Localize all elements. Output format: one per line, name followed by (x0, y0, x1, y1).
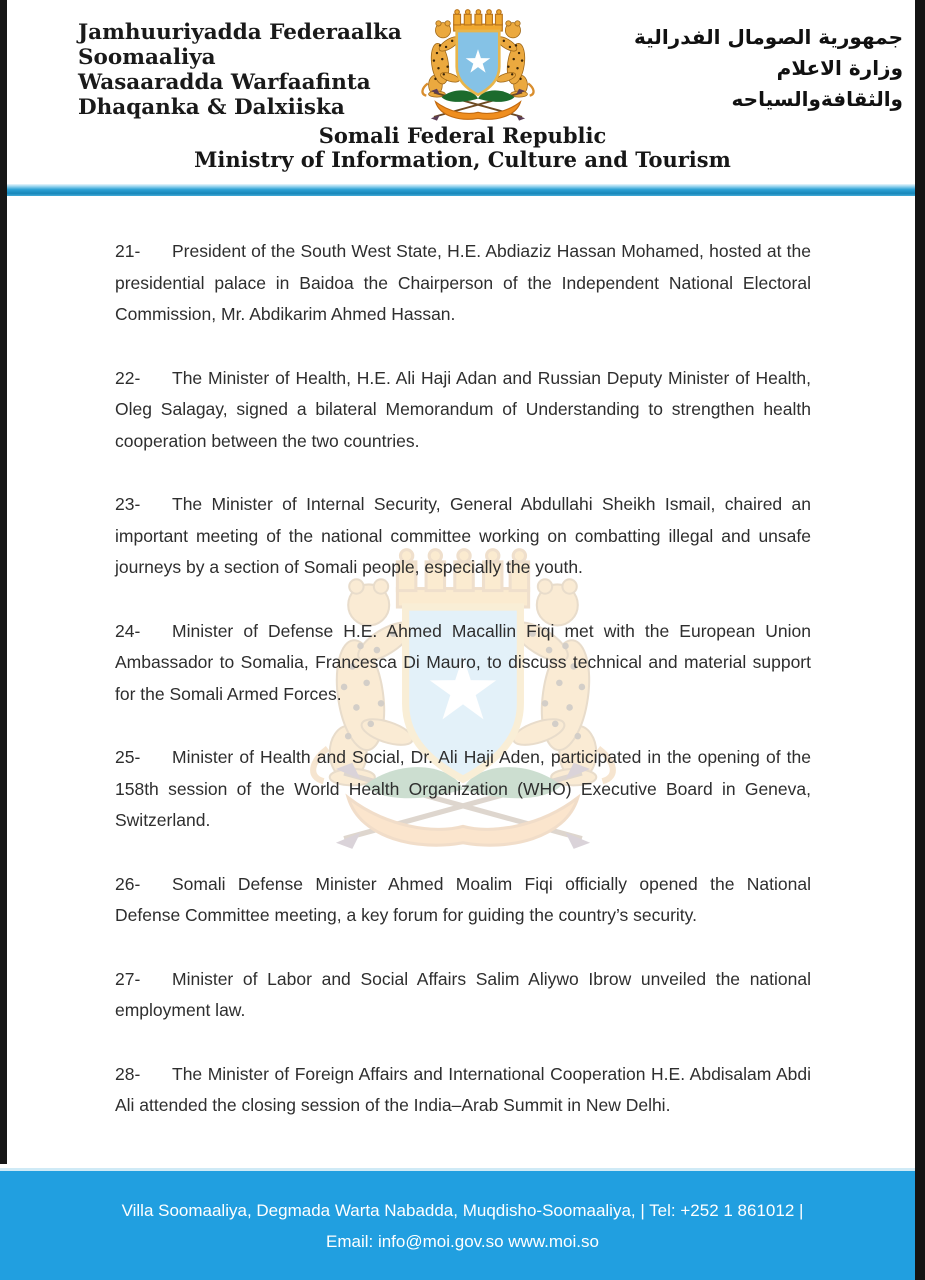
ministry-title-line: Ministry of Information, Culture and Tourism (194, 147, 731, 172)
scan-border-left (0, 0, 7, 1164)
arabic-line: والثقافةوالسياحه (731, 87, 903, 111)
arabic-line: جمهورية الصومال الفدرالية (634, 25, 903, 49)
news-item (115, 616, 811, 711)
item-number: 21- (115, 241, 141, 261)
news-item (115, 964, 811, 1027)
item-number: 22- (115, 367, 141, 388)
item-text: Minister of Defense H.E. Ahmed Macallin Fiqi met with the European Union Ambassador to Somalia, Francesca Di Mauro, to discuss technical and material support for the Somali Armed Forces. (115, 620, 811, 704)
item-text: Minister of Health and Social, Dr. Ali Haji Aden, participated in the opening of the 158th session of the World Health Organization (WHO) Executive Board in Geneva, Switzerland. (115, 747, 811, 830)
somali-line: Jamhuuriyadda Federaalka (78, 20, 402, 45)
somali-line: Wasaaradda Warfaafinta (78, 70, 371, 95)
item-text: Minister of Labor and Social Affairs Salim Aliywo Ibrow unveiled the national employment law. (115, 968, 811, 1020)
item-number: 24- (115, 620, 141, 641)
item-text: The Minister of Foreign Affairs and International Cooperation H.E. Abdisalam Abdi Ali attended the closing session of the India–Arab Summit in New Delhi. (115, 1063, 811, 1115)
ministry-title-line: Somali Federal Republic (318, 123, 607, 148)
item-number: 23- (115, 494, 141, 514)
item-text: Somali Defense Minister Ahmed Moalim Fiqi officially opened the National Defense Committee meeting, a key forum for guiding the country’s security. (115, 873, 811, 925)
coat-of-arms-logo-icon (402, 4, 554, 134)
item-number: 25- (115, 747, 141, 767)
press-release-body (115, 236, 811, 1154)
arabic-line: وزارة الاعلام (776, 56, 903, 80)
scan-border-right (915, 0, 925, 1280)
somali-line: Soomaaliya (78, 45, 216, 70)
news-item (115, 236, 811, 331)
news-item (115, 489, 811, 584)
footer-address-line: Villa Soomaaliya, Degmada Warta Nabadda, Muqdisho-Soomaaliya, | Tel: +252 1 861012 | (121, 1201, 804, 1220)
item-text: The Minister of Health, H.E. Ali Haji Adan and Russian Deputy Minister of Health, Oleg Salagay, signed a bilateral Memorandum of Understanding to strengthen health cooperation between the two countries. (115, 367, 811, 451)
footer-email-line: Email: info@moi.gov.so www.moi.so (326, 1232, 599, 1251)
ministry-title (0, 124, 925, 172)
header-separator-stripe (0, 184, 925, 196)
news-item (115, 363, 811, 458)
somali-line: Dhaqanka & Dalxiiska (78, 95, 345, 120)
item-number: 28- (115, 1063, 141, 1084)
item-text: The Minister of Internal Security, General Abdullahi Sheikh Ismail, chaired an important meeting of the national committee working on combatting illegal and unsafe journeys by a section of Somali people, especially the youth. (115, 494, 811, 577)
footer-contact-bar (0, 1168, 925, 1280)
news-item (115, 742, 811, 837)
item-text: President of the South West State, H.E. Abdiaziz Hassan Mohamed, hosted at the presidential palace in Baidoa the Chairperson of the Independent National Electoral Commission, Mr. Abdikarim Ahmed Hassan. (115, 241, 811, 324)
news-item (115, 869, 811, 932)
letterhead-somali-title (78, 20, 402, 120)
item-number: 27- (115, 968, 141, 989)
news-item (115, 1059, 811, 1122)
letterhead-arabic-title (634, 22, 903, 115)
item-number: 26- (115, 873, 141, 894)
